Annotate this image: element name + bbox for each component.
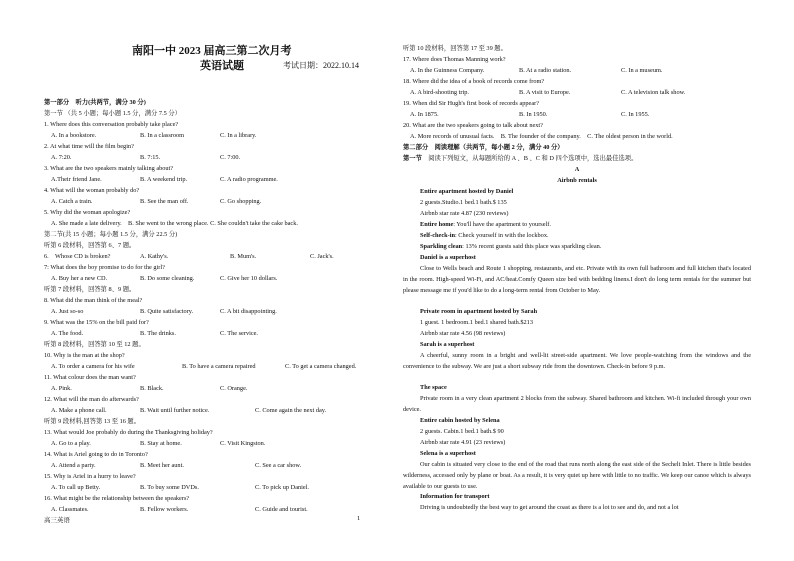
option-a: A. Catch a train. <box>51 198 93 205</box>
option-a: A. Pink. <box>51 385 72 392</box>
question-19: 19. When did Sir Hugh's first book of records appear? <box>403 100 540 107</box>
question-10: 10. Why is the man at the shop? <box>44 352 125 359</box>
question-9: 9. What was the 15% on the bill paid for? <box>44 319 149 326</box>
option-c: C. A bit disappointing. <box>220 308 277 315</box>
option-b: B. Meet her aunt. <box>140 462 184 469</box>
option-a: A. A bird-shooting trip. <box>410 89 469 96</box>
paragraph-selena: Our cabin is situated very close to the end of the road that runs north along the east side of the Sechelt Inlet. There is little besides wilderness, accessed only by plane or boat. As a result, it is very quiet up here with little to no traffic. We keep our canoe which is always available to our guests to use. <box>403 461 751 490</box>
option-c: C. In a library. <box>220 132 257 139</box>
reading-section1-text: 阅读下列短文，从每题所给的 A 、B 、C 和 D 四个选项中，选出最佳选项。 <box>428 155 638 162</box>
entire-home-text: : You'll have the apartment to yourself. <box>453 221 551 228</box>
entire-home-label: Entire home <box>420 221 454 228</box>
listing-3-rating: Airbnb star rate 4.91 (23 reviews) <box>420 439 506 446</box>
option-a: A. To order a camera for his wife <box>51 363 135 370</box>
option-b: B. To have a camera repaired <box>182 363 256 370</box>
option-c: C. Visit Kingston. <box>220 440 266 447</box>
self-checkin-feature <box>403 231 549 242</box>
superhost-selena: Selena is a superhost <box>420 450 476 457</box>
listing-2-name: Private room in apartment hosted by Sarah <box>420 308 538 315</box>
passage-title: Airbnb rentals <box>557 177 597 184</box>
self-checkin-text: : Check yourself in with the lockbox. <box>454 232 549 239</box>
option-c: C. See a car show. <box>255 462 302 469</box>
question-12: 12. What will the man do afterwards? <box>44 396 139 403</box>
question-6 <box>44 252 334 263</box>
listening-section1-heading: 第一节 （共 5 小题；每小题 1.5 分，满分 7.5 分） <box>44 110 181 117</box>
sparkling-clean-feature <box>403 242 601 253</box>
sparkling-clean-label: Sparkling clean <box>420 243 463 250</box>
option-c: C. Come again the next day. <box>255 407 327 414</box>
question-11: 11. What colour does the man want? <box>44 374 136 381</box>
option-a: A. In 1875. <box>410 111 439 118</box>
question-20: 20. What are the two speakers going to talk about next? <box>403 122 543 129</box>
space-heading: The space <box>420 384 447 391</box>
option-c: C. A television talk show. <box>621 89 686 96</box>
superhost-sarah: Sarah is a superhost <box>420 341 475 348</box>
question-6-text: 6. Whose CD is broken? <box>44 253 111 260</box>
self-checkin-label: Self-check-in <box>420 232 455 239</box>
option-b: B. A visit to Europe. <box>519 89 571 96</box>
option-b: B. At a radio station. <box>519 67 572 74</box>
option-c: C. Go shopping. <box>220 198 262 205</box>
listing-2-rating: Airbnb star rate 4.56 (98 reviews) <box>420 330 506 337</box>
option-b: B. In 1950. <box>519 111 548 118</box>
option-c: C. Guide and tourist. <box>255 506 308 513</box>
option-c: C. Orange. <box>220 385 248 392</box>
footer-subject: 高三英语 <box>44 517 70 524</box>
material-6-instruction: 听第 6 段材料，回答第 6、7 题。 <box>44 242 136 249</box>
question-7: 7: What does the boy promise to do for the girl? <box>44 264 165 271</box>
material-10-instruction: 听第 10 段材料，回答第 17 至 39 题。 <box>403 45 507 52</box>
question-8: 8. What did the man think of the meal? <box>44 297 143 304</box>
listing-2-details: 1 guest. 1 bedroom.1 bed.1 shared bath.$213 <box>420 319 533 326</box>
option-b: B. Do some cleaning. <box>140 275 195 282</box>
option-b: B. Black. <box>140 385 164 392</box>
option-c: C. In 1955. <box>621 111 650 118</box>
option-a: A. The food. <box>51 330 84 337</box>
option-a: A. Go to a play. <box>51 440 91 447</box>
option-b: B. Wait until further notice. <box>140 407 210 414</box>
option-a: A. 7:20. <box>51 154 72 161</box>
question-16: 16. What might be the relationship between the speakers? <box>44 495 190 502</box>
option-b: B. A weekend trip. <box>140 176 188 183</box>
reading-part-heading: 第二部分 阅读理解（共两节，每小题 2 分，满分 40 分） <box>403 144 564 151</box>
option-c: C. 7:00. <box>220 154 241 161</box>
question-14: 14. What is Ariel going to do in Toronto? <box>44 451 148 458</box>
option-c: C. In a museum. <box>621 67 663 74</box>
superhost-daniel: Daniel is a superhost <box>420 254 476 261</box>
option-a: A. To call up Betty. <box>51 484 101 491</box>
option-c: C. To get a camera changed. <box>285 363 357 370</box>
option-c: C. Give her 10 dollars. <box>220 275 278 282</box>
question-20-options: A. More records of unusual facts. B. The founder of the company. C. The oldest person in the world. <box>410 133 673 140</box>
question-5: 5. Why did the woman apologize? <box>44 209 131 216</box>
option-b: B. Quite satisfactory. <box>140 308 194 315</box>
option-b: B. Fellow workers. <box>140 506 189 513</box>
option-c: C. Jack's. <box>310 253 334 260</box>
reading-section1-instruction <box>403 154 637 165</box>
option-c: C. A radio programme. <box>220 176 278 183</box>
option-b: B. Mum's. <box>230 253 257 260</box>
option-b: B. To buy some DVDs. <box>140 484 199 491</box>
option-b: B. 7:15. <box>140 154 161 161</box>
question-18: 18. Where did the idea of a book of records come from? <box>403 78 545 85</box>
option-b: B. In a classroom <box>140 132 185 139</box>
paragraph-daniel: Close to Wells beach and Route 1 shopping, restaurants, and etc. Private with its own full bathroom and full kitchen that's located in the room. High-speed Wi-Fi, and AC/heat.Comfy Queen size bed with bedding linens.I don't do long term rentals for the summer but please message me if you'd like to do a long-term rental from October to May. <box>403 265 751 294</box>
question-5-options: A. She made a late delivery. B. She went to the wrong place. C. She couldn't take the cake back. <box>51 220 298 227</box>
entire-home-feature <box>403 220 551 231</box>
option-a: A.Their friend Jane. <box>51 176 102 183</box>
listing-1-rating: Airbnb star rate 4.87 (230 reviews) <box>420 210 509 217</box>
paragraph-transport: Driving is undoubtedly the best way to get around the coast as there is a lot to see and do, and not a lot <box>420 504 679 511</box>
listing-1-details: 2 guests.Studio.1 bed.1 bath.$ 135 <box>420 199 507 206</box>
option-a: A. In a bookstore. <box>51 132 97 139</box>
option-a: A. Make a phone call. <box>51 407 107 414</box>
listing-3-details: 2 guests. Cabin.1 bed.1 bath.$ 90 <box>420 428 504 435</box>
passage-letter: A <box>574 166 580 173</box>
listening-part-heading: 第一部分 听力(共两节，满分 30 分) <box>44 99 146 106</box>
paragraph-space: Private room in a very clean apartment 2 blocks from the subway. Shared bathroom and kitchen. Wi-fi included through your own device. <box>403 395 751 413</box>
option-a: A. Buy her a new CD. <box>51 275 108 282</box>
option-a: A. Just so-so <box>51 308 84 315</box>
question-4: 4. What will the woman probably do? <box>44 187 140 194</box>
listening-section2-heading: 第二节(共 15 小题；每小题 1.5 分，满分 22.5 分) <box>44 231 178 238</box>
exam-subject-title: 英语试题 <box>200 60 244 72</box>
question-2: 2. At what time will the film begin? <box>44 143 134 150</box>
question-1: 1. Where does this conversation probably take place? <box>44 121 179 128</box>
question-15: 15. Why is Ariel in a hurry to leave? <box>44 473 136 480</box>
question-17: 17. Where does Thomas Manning work? <box>403 56 506 63</box>
sparkling-clean-text: : 13% recent guests said this place was sparkling clean. <box>462 243 602 250</box>
option-a: A. Classmates. <box>51 506 89 513</box>
option-c: C. The service. <box>220 330 259 337</box>
option-a: A. Kathy's. <box>140 253 169 260</box>
exam-date: 考试日期：2022.10.14 <box>283 61 359 70</box>
listing-1-name: Entire apartment hosted by Daniel <box>420 188 514 195</box>
option-a: A. Attend a party. <box>51 462 96 469</box>
question-13: 13. What would Joe probably do during the Thanksgiving holiday? <box>44 429 213 436</box>
paragraph-sarah: A cheerful, sunny room in a bright and well-lit street-side apartment. We love people-watching from the windows and the convenience to the subway. We are just a short subway ride from the downtown. Check-in before 9 p.m. <box>403 352 751 370</box>
material-7-instruction: 听第 7 段材料，回答第 8、9 题。 <box>44 286 136 293</box>
material-9-instruction: 听第 9 段材料,回答第 13 至 16 题。 <box>44 418 141 425</box>
listing-3-name: Entire cabin hosted by Selena <box>420 417 500 424</box>
option-b: B. See the man off. <box>140 198 189 205</box>
question-3: 3. What are the two speakers mainly talking about? <box>44 165 174 172</box>
reading-section1-label: 第一节 <box>403 155 422 162</box>
option-b: B. Stay at home. <box>140 440 182 447</box>
transport-heading: Information for transport <box>420 493 490 500</box>
exam-school-title: 南阳一中 2023 届高三第二次月考 <box>132 45 292 57</box>
footer-page-number: 1 <box>357 515 361 522</box>
option-a: A. In the Guinness Company. <box>410 67 485 74</box>
option-b: B. The drinks. <box>140 330 176 337</box>
option-c: C. To pick up Daniel. <box>255 484 310 491</box>
material-8-instruction: 听第 8 段材料，回答第 10 至 12 题。 <box>44 341 145 348</box>
